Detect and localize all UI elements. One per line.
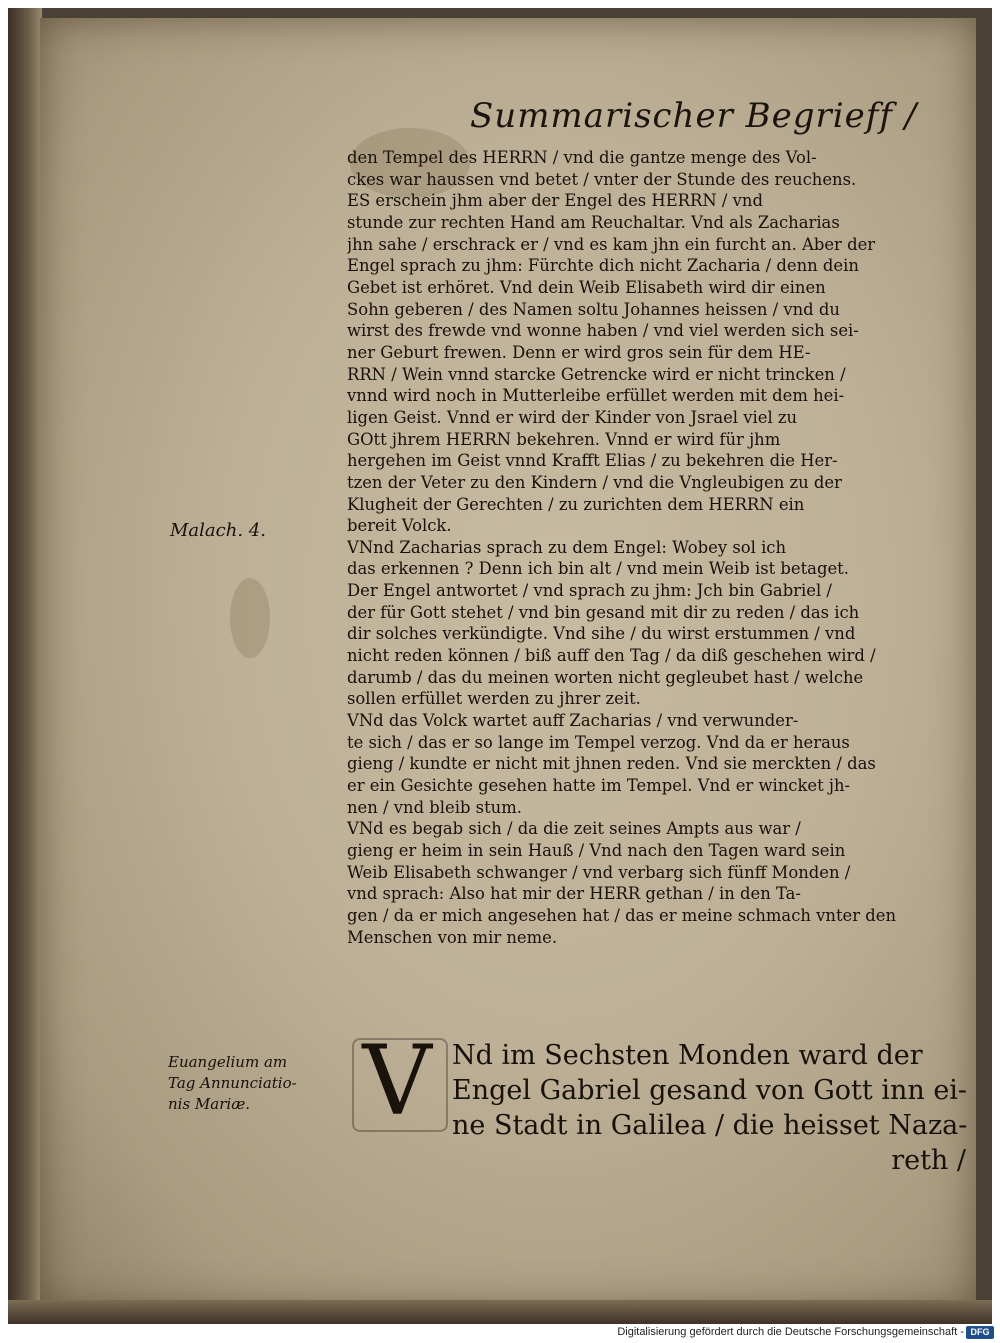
text-line: VNd es begab sich / da die zeit seines Ampts aus war / <box>347 819 801 839</box>
marginal-line: Tag Annunciatio- <box>168 1074 297 1092</box>
text-line: VNnd Zacharias sprach zu dem Engel: Wobey sol ich <box>347 537 787 557</box>
text-line: VNd das Volck wartet auff Zacharias / vnd verwunder- <box>347 711 799 731</box>
text-line: wirst des frewde vnd wonne haben / vnd viel werden sich sei- <box>347 321 859 341</box>
text-line: vnd sprach: Also hat mir der HERR gethan / in den Ta- <box>347 884 801 904</box>
opening-line: Nd im Sechsten Monden ward der <box>452 1040 923 1071</box>
opening-line: ne Stadt in Galilea / die heisset Naza- <box>452 1110 968 1141</box>
text-line: Weib Elisabeth schwanger / vnd verbarg sich fünff Monden / <box>347 862 851 882</box>
text-line: GOtt jhrem HERRN bekehren. Vnnd er wird für jhm <box>347 429 781 449</box>
text-line: gieng / kundte er nicht mit jhnen reden. Vnd sie merckten / das <box>347 754 876 774</box>
text-line: te sich / das er so lange im Tempel verzog. Vnd da er heraus <box>347 732 850 752</box>
marginal-line: nis Mariæ. <box>168 1095 251 1113</box>
text-line: nen / vnd bleib stum. <box>347 797 522 817</box>
text-line: ckes war haussen vnd betet / vnter der Stunde des reuchens. <box>347 169 857 189</box>
text-line: gen / da er mich angesehen hat / das er meine schmach vnter den <box>347 905 897 925</box>
text-line: Der Engel antwortet / vnd sprach zu jhm: Jch bin Gabriel / <box>347 581 832 601</box>
text-line: sollen erfüllet werden zu jhrer zeit. <box>347 689 641 709</box>
text-line: nicht reden können / biß auff den Tag / da diß geschehen wird / <box>347 646 876 666</box>
opening-line: reth / <box>891 1145 966 1176</box>
text-line: gieng er heim in sein Hauß / Vnd nach den Tagen ward sein <box>347 841 846 860</box>
page-stain <box>230 578 270 658</box>
text-line: vnnd wird noch in Mutterleibe erfüllet werden mit dem hei- <box>347 386 845 406</box>
text-line: ligen Geist. Vnnd er wird der Kinder von Jsrael viel zu <box>347 407 798 427</box>
text-line: Sohn geberen / des Namen soltu Johannes heissen / vnd du <box>347 299 840 319</box>
marginal-note-malach: Malach. 4. <box>170 520 266 541</box>
dfg-logo: DFG <box>966 1326 994 1339</box>
text-line: hergehen im Geist vnnd Krafft Elias / zu bekehren die Her- <box>347 451 838 471</box>
text-line: bereit Volck. <box>347 516 452 536</box>
text-line: Menschen von mir neme. <box>347 927 558 947</box>
text-line: er ein Gesichte gesehen hatte im Tempel. Vnd er wincket jh- <box>347 776 851 796</box>
running-title: Summarischer Begrieff / <box>470 96 918 136</box>
text-line: den Tempel des HERRN / vnd die gantze menge des Vol- <box>347 148 817 167</box>
marginal-line: Euangelium am <box>168 1053 288 1071</box>
text-line: ner Geburt frewen. Denn er wird gros sein für dem HE- <box>347 342 811 362</box>
funding-credit: Digitalisierung gefördert durch die Deutsche Forschungsgemeinschaft - <box>617 1326 964 1338</box>
text-line: ES erschein jhm aber der Engel des HERRN / vnd <box>347 191 763 211</box>
marginal-note-evangelium <box>168 1052 348 1115</box>
decorated-initial: V <box>362 1025 432 1137</box>
text-line: Klugheit der Gerechten / zu zurichten dem HERRN ein <box>347 494 805 514</box>
text-line: darumb / das du meinen worten nicht gegleubet hast / welche <box>347 667 864 687</box>
page-bottom-edge <box>8 1300 992 1324</box>
text-line: stunde zur rechten Hand am Reuchaltar. Vnd als Zacharias <box>347 212 840 232</box>
opening-line: Engel Gabriel gesand von Gott inn ei- <box>452 1075 968 1106</box>
text-line: der für Gott stehet / vnd bin gesand mit dir zu reden / das ich <box>347 602 860 622</box>
body-text <box>347 147 967 948</box>
text-line: RRN / Wein vnnd starcke Getrencke wird er nicht trincken / <box>347 364 846 384</box>
text-line: das erkennen ? Denn ich bin alt / vnd mein Weib ist betaget. <box>347 559 849 579</box>
text-line: dir solches verkündigte. Vnd sihe / du wirst erstummen / vnd <box>347 624 856 644</box>
text-line: Engel sprach zu jhm: Fürchte dich nicht Zacharia / denn dein <box>347 256 859 276</box>
text-line: tzen der Veter zu den Kindern / vnd die Vngleubigen zu der <box>347 472 842 492</box>
gospel-opening-text <box>452 1038 972 1178</box>
footer-bar <box>0 1324 1000 1343</box>
page-binding-edge <box>8 8 42 1324</box>
text-line: Gebet ist erhöret. Vnd dein Weib Elisabeth wird dir einen <box>347 277 826 297</box>
text-line: jhn sahe / erschrack er / vnd es kam jhn ein furcht an. Aber der <box>347 234 876 254</box>
